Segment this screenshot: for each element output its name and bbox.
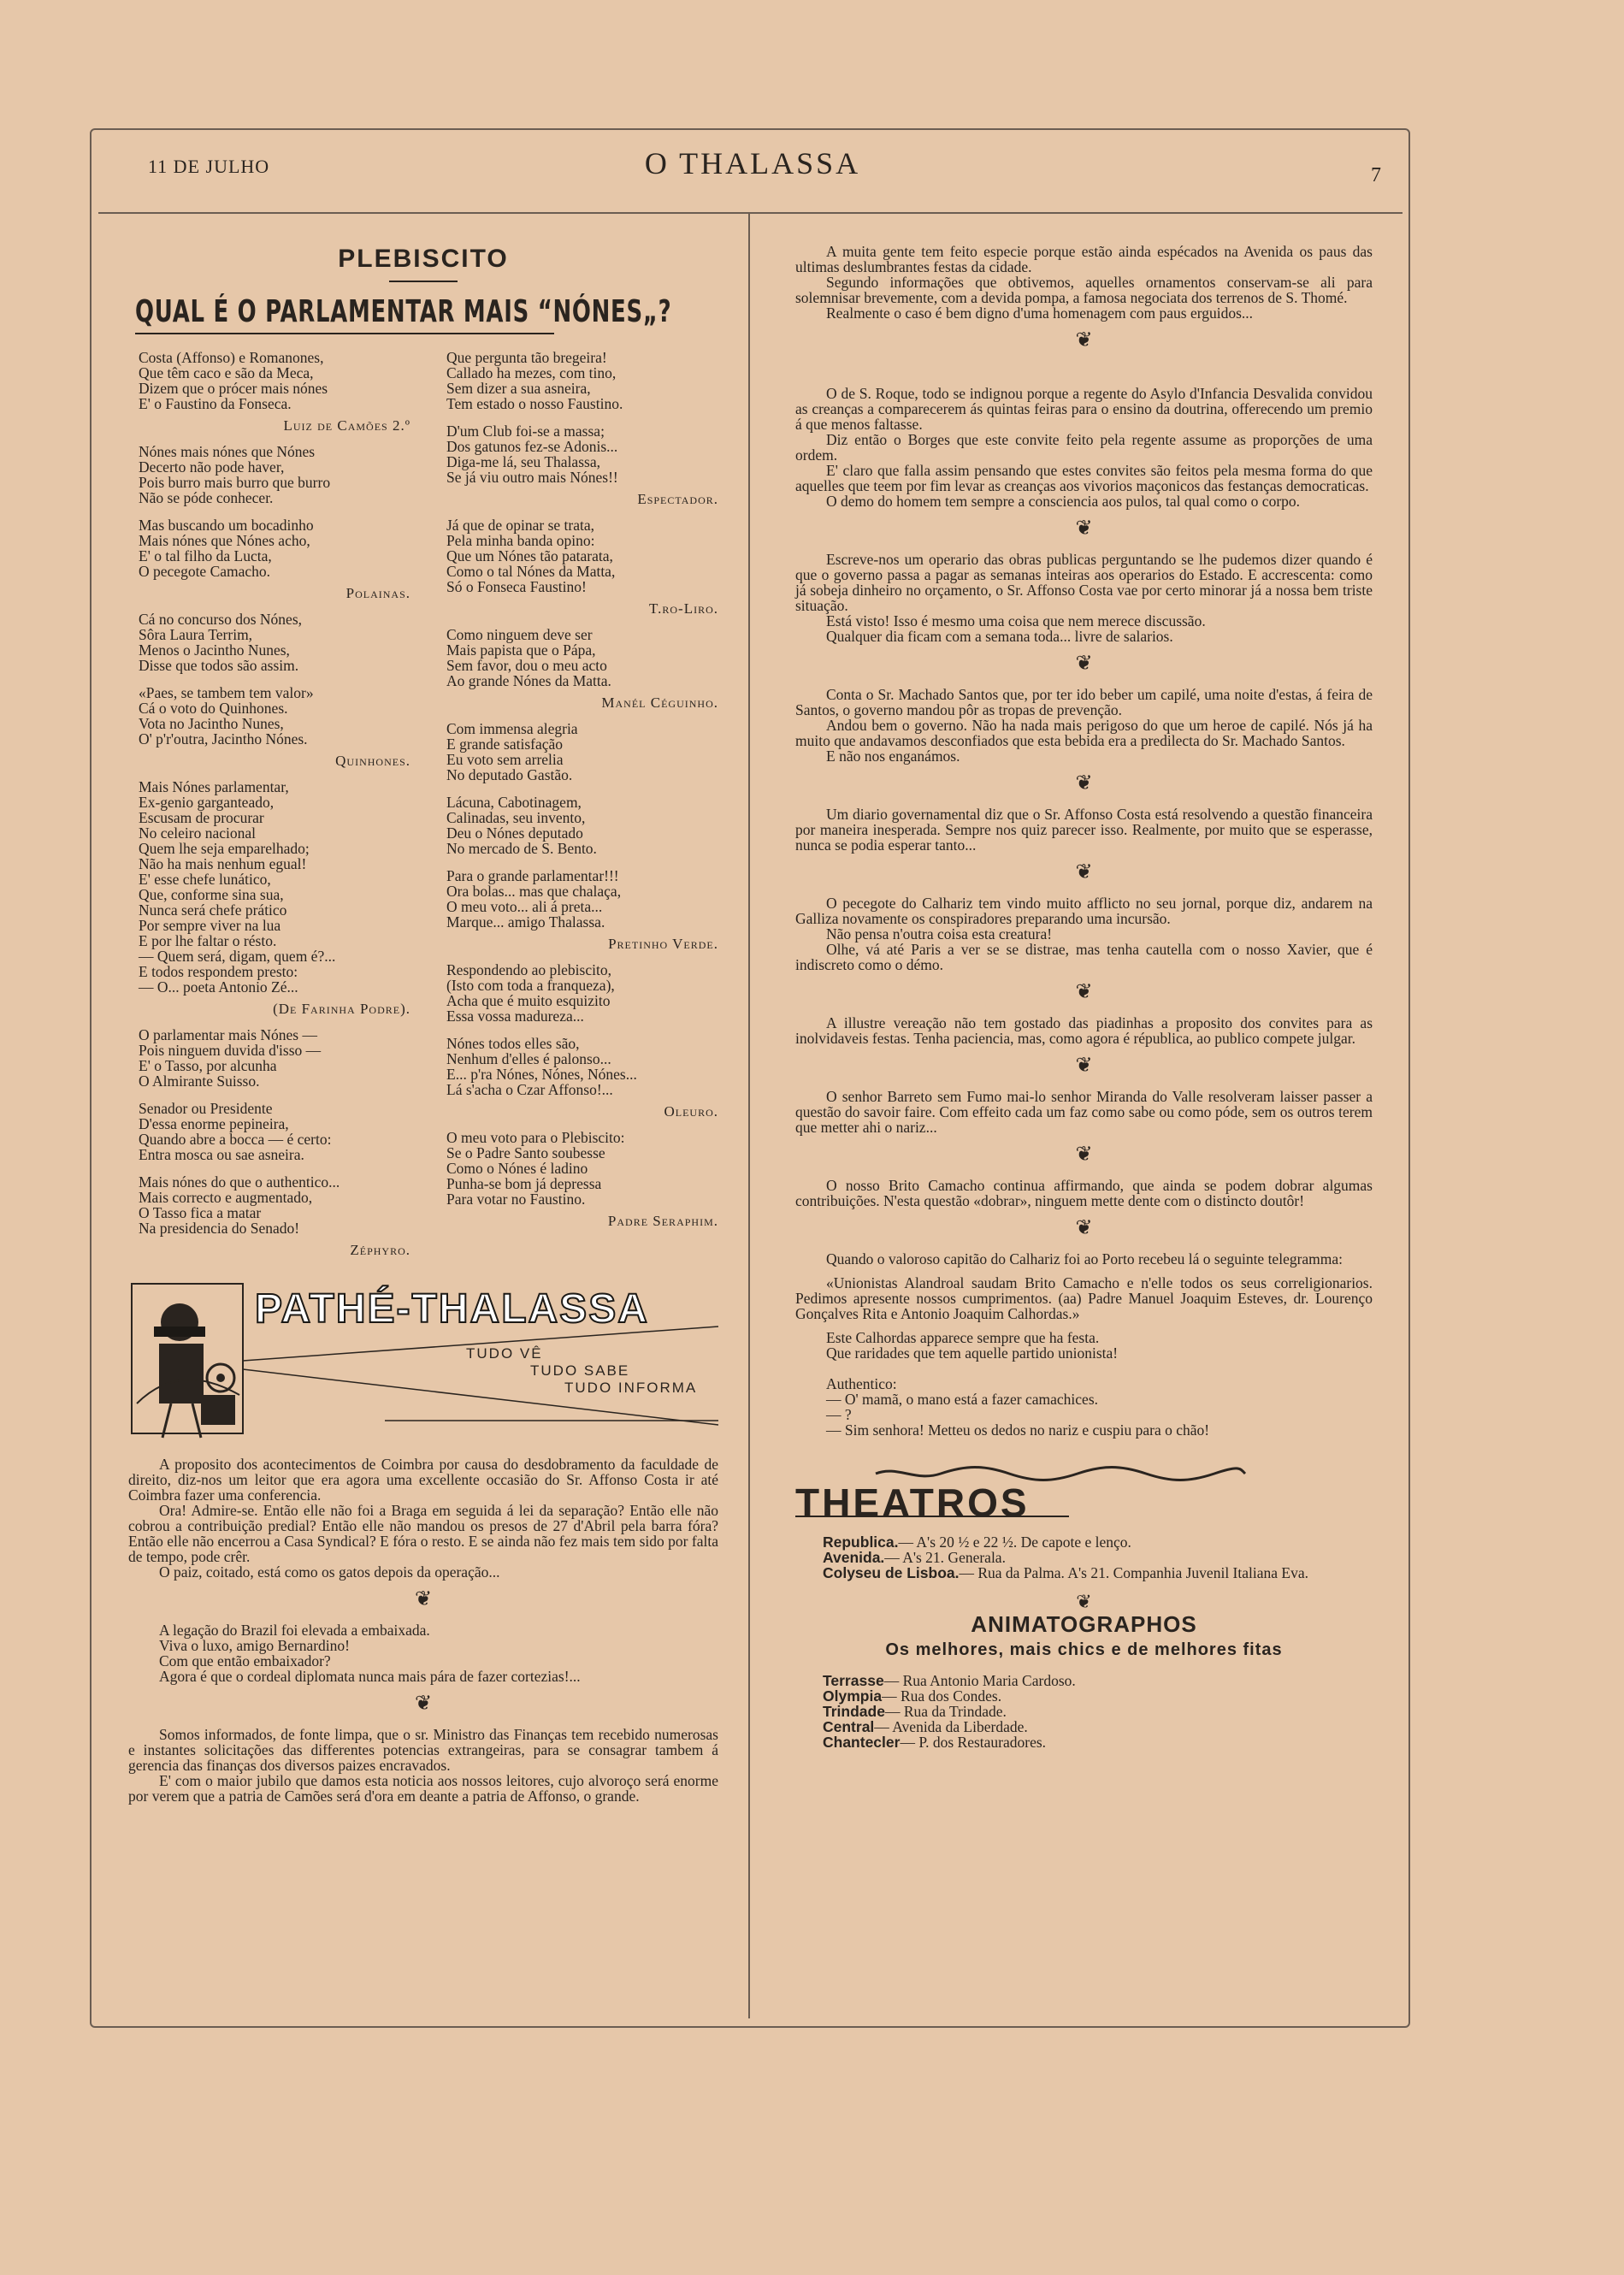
theatros-title: THEATROS — [795, 1480, 1030, 1525]
poem-signature: Padre Seraphim. — [607, 1213, 718, 1229]
poem-stanza: Senador ou Presidente D'essa enorme pepineira, Quando abre a bocca — é certo: Entra mosca ou sae asneira. — [139, 1100, 332, 1163]
listing-detail: — Rua da Palma. A's 21. Companhia Juvenil Italiana Eva. — [959, 1564, 1308, 1581]
poems-block — [128, 350, 718, 1268]
paragraph: — ? — [826, 1406, 852, 1423]
ornament-icon: ❦ — [1075, 981, 1093, 1003]
listing-detail: — Avenida da Liberdade. — [874, 1718, 1028, 1735]
paragraph: O demo do homem tem sempre a consciencia aos pulos, tal qual como o corpo. — [826, 493, 1301, 510]
plebiscito-title: PLEBISCITO — [338, 245, 509, 273]
poem-signature: Espectador. — [637, 491, 718, 507]
paragraph: — Sim senhora! Metteu os dedos no nariz e cuspiu para o chão! — [826, 1421, 1210, 1439]
left-column — [128, 239, 718, 1816]
listing-detail: — A's 20 ½ e 22 ½. De capote e lenço. — [898, 1533, 1131, 1551]
poem-stanza: Respondendo ao plebiscito, (Isto com toda a franqueza), Acha que é muito esquizito Essa vossa madureza... — [446, 961, 615, 1025]
listing-name: Avenida. — [823, 1549, 885, 1566]
ornament-icon: ❦ — [1075, 1217, 1093, 1239]
paragraph: Segundo informações que obtivemos, aquelles ornamentos conservam-se ali para solemnisar brevemente, com a devida pompa, a famosa negociata dos terrenos de S. Thomé. — [795, 274, 1373, 306]
listing-item — [823, 1673, 1373, 1688]
poem-stanza: Nónes mais nónes que Nónes Decerto não pode haver, Pois burro mais burro que burro Não se póde conhecer. — [139, 443, 331, 506]
listing-item — [823, 1565, 1373, 1581]
page-number: 7 — [1371, 164, 1381, 186]
listing-name: Central — [823, 1718, 875, 1735]
poem-stanza: Mas buscando um bocadinho Mais nónes que Nónes acho, E' o tal filho da Lucta, O pecegote Camacho. — [139, 517, 314, 580]
left-prose — [128, 1457, 718, 1804]
paragraph: A legação do Brazil foi elevada a embaixada. — [159, 1622, 430, 1639]
banner-line-1: TUDO VÊ — [466, 1345, 543, 1362]
poems-left-column — [128, 350, 410, 1268]
poem-stanza: O parlamentar mais Nónes — Pois ninguem duvida d'isso — E' o Tasso, por alcunha O Almirante Suisso. — [139, 1026, 322, 1090]
paragraph: A illustre vereação não tem gostado das piadinhas a proposito dos convites para as inolvidaveis festas. Tenha paciencia, mas, como agora é républica, ao publico compete julgar. — [795, 1014, 1373, 1047]
ornament-icon: ❦ — [414, 1693, 433, 1715]
ornament-icon: ❦ — [1075, 1055, 1093, 1077]
poem-stanza: «Paes, se tambem tem valor» Cá o voto do Quinhones. Vota no Jacintho Nunes, O' p'r'outra, Jacintho Nónes. — [139, 684, 314, 748]
poem-signature: Zéphyro. — [350, 1242, 410, 1258]
paragraph: Está visto! Isso é mesmo uma coisa que nem merece discussão. — [826, 612, 1206, 629]
ornament-icon: ❦ — [1075, 517, 1093, 540]
paragraph: Authentico: — [826, 1375, 897, 1392]
poems-right-column — [436, 350, 718, 1268]
poem-stanza: Costa (Affonso) e Romanones, Que têm caco e são da Meca, Dizem que o prócer mais nónes E' o Faustino da Fonseca. — [139, 349, 328, 412]
newspaper-title: O THALASSA — [644, 146, 861, 180]
paragraph: Este Calhordas apparece sempre que ha festa. — [826, 1329, 1100, 1346]
paragraph: O pecegote do Calhariz tem vindo muito afflicto no seu jornal, porque diz, andarem na Galliza novamente os conspiradores preparando uma incursão. — [795, 895, 1373, 927]
animatographos-subtitle: Os melhores, mais chics e de melhores fitas — [885, 1640, 1283, 1659]
poem-signature: (De Farinha Podre). — [273, 1001, 410, 1017]
ornament-icon: ❦ — [1075, 1143, 1093, 1166]
listing-name: Republica. — [823, 1533, 899, 1551]
listing-detail: — A's 21. Generala. — [884, 1549, 1006, 1566]
poem-stanza: Que pergunta tão bregeira! Callado ha mezes, com tino, Sem dizer a sua asneira, Tem estado o nosso Faustino. — [446, 349, 623, 412]
header-rule — [98, 212, 1403, 214]
paragraph: Quando o valoroso capitão do Calhariz foi ao Porto recebeu lá o seguinte telegramma: — [826, 1250, 1343, 1268]
poem-stanza: Como ninguem deve ser Mais papista que o Pápa, Sem favor, dou o meu acto Ao grande Nónes da Matta. — [446, 626, 611, 689]
column-divider — [748, 214, 750, 2018]
listing-detail: — Rua da Trindade. — [884, 1703, 1007, 1720]
poem-stanza: D'um Club foi-se a massa; Dos gatunos fez-se Adonis... Diga-me lá, seu Thalassa, Se já viu outro mais Nónes!! — [446, 422, 618, 486]
ornament-icon: ❦ — [1075, 653, 1093, 675]
theatros-list — [795, 1534, 1373, 1581]
ornament-icon: ❦ — [1076, 1591, 1092, 1612]
paragraph: Ora! Admire-se. Então elle não foi a Braga em seguida á lei da separação? Então elle não cobrou a contribuição predial? Então elle não mandou os presos de 27 d'Abril pela barra fóra? Então elle não encerrou a Casa Syndical? E fóra o resto. E se ainda não fez mais tem sido por falta de tempo, pode crêr. — [128, 1502, 718, 1565]
poem-signature: T.ro-Liro. — [648, 600, 718, 617]
poem-stanza: Mais nónes do que o authentico... Mais correcto e augmentado, O Tasso fica a matar Na presidencia do Senado! — [139, 1173, 340, 1237]
poem-stanza: Para o grande parlamentar!!! Ora bolas... mas que chalaça, O meu voto... ali á preta... Marque... amigo Thalassa. — [446, 867, 622, 931]
paragraph: Com que então embaixador? — [159, 1652, 331, 1669]
poem-signature: Polainas. — [345, 585, 410, 601]
paragraph: E não nos enganámos. — [826, 748, 960, 765]
page-header — [98, 128, 1407, 214]
paragraph: Olhe, vá até Paris a ver se se distrae, mas tenha cautella com o nosso Xavier, que é indiscreto como o démo. — [795, 941, 1373, 973]
title-rule — [389, 281, 458, 282]
ornament-icon: ❦ — [1075, 329, 1093, 352]
banner-title: PATHÉ-THALASSA — [255, 1286, 649, 1332]
paragraph: Agora é que o cordeal diplomata nunca mais pára de fazer cortezias!... — [159, 1668, 581, 1685]
paragraph: E' claro que falla assim pensando que estes convites são feitos pela mesma forma do que aquelles que teem por fim levar as creanças aos vivorios maçonicos das festanças democraticas. — [795, 462, 1373, 494]
banner-line-3: TUDO INFORMA — [564, 1380, 698, 1396]
paragraph: Escreve-nos um operario das obras publicas perguntando se lhe pudemos dizer quando é que o governo passa a pagar as semanas inteiras aos operarios do Estado. E accrescenta: como já sobeja dinheiro no orçamento, o Sr. Affonso Costa vae por certo minorar já a nossa bem triste situação. — [795, 551, 1373, 614]
paragraph: — O' mamã, o mano está a fazer camachices. — [826, 1391, 1098, 1408]
listing-detail: — P. dos Restauradores. — [900, 1734, 1047, 1751]
paragraph: A muita gente tem feito especie porque estão ainda espécados na Avenida os paus das ultimas deslumbrantes festas da cidade. — [795, 243, 1373, 275]
paragraph: E' com o maior jubilo que damos esta noticia aos nossos leitores, cujo alvoroço será enorme por verem que a patria de Camões será d'ora em deante a patria de Affonso, o grande. — [128, 1772, 718, 1805]
ornament-icon: ❦ — [1075, 772, 1093, 795]
poem-signature: Oleuro. — [664, 1103, 718, 1120]
paragraph: Conta o Sr. Machado Santos que, por ter ido beber um capilé, uma noite d'estas, á feira de Santos, o governo mandou pôr as tropas de prevenção. — [795, 686, 1373, 718]
listing-item — [823, 1688, 1373, 1704]
ornament-icon: ❦ — [414, 1588, 433, 1610]
paragraph: O paiz, coitado, está como os gatos depois da operação... — [159, 1563, 500, 1581]
poem-signature: Luiz de Camões 2.º — [283, 417, 410, 434]
paragraph: Realmente o caso é bem digno d'uma homenagem com paus erguidos... — [826, 304, 1254, 322]
listing-name: Trindade — [823, 1703, 885, 1720]
listing-item — [823, 1704, 1373, 1719]
poem-signature: Pretinho Verde. — [608, 936, 718, 952]
subtitle-rule — [135, 333, 554, 334]
paragraph: Viva o luxo, amigo Bernardino! — [159, 1637, 350, 1654]
animatographos-title: ANIMATOGRAPHOS — [971, 1611, 1197, 1637]
paragraph: O de S. Roque, todo se indignou porque a regente do Asylo d'Infancia Desvalida convidou as creanças a comparecerem ás quintas feiras para o ensino da doutrina, offerecendo um premio á que menos faltasse. — [795, 385, 1373, 433]
animatographos-list — [795, 1673, 1373, 1750]
listing-item — [823, 1550, 1373, 1565]
right-column — [795, 244, 1373, 1750]
listing-name: Colyseu de Lisboa. — [823, 1564, 960, 1581]
poem-stanza: Cá no concurso dos Nónes, Sôra Laura Terrim, Menos o Jacintho Nunes, Disse que todos são assim. — [139, 611, 303, 674]
paragraph: Que raridades que tem aquelle partido unionista! — [826, 1344, 1119, 1362]
paragraph: O nosso Brito Camacho continua affirmando, que ainda se podem dobrar algumas contribuições. N'esta questão «dobrar», ninguem mette dente com o distincto doutôr! — [795, 1177, 1373, 1209]
poem-stanza: Com immensa alegria E grande satisfação Eu voto sem arrelia No deputado Gastão. — [446, 720, 578, 783]
banner-line-2: TUDO SABE — [530, 1362, 630, 1379]
paragraph: Somos informados, de fonte limpa, que o sr. Ministro das Finanças tem recebido numerosas e instantes solicitações das differentes potencias extrangeiras, para se consagrar tambem á gerencia das finanças dos diversos paizes encravados. — [128, 1726, 718, 1774]
listing-detail: — Rua dos Condes. — [882, 1687, 1002, 1705]
poem-stanza: Lácuna, Cabotinagem, Calinadas, seu invento, Deu o Nónes deputado No mercado de S. Bento. — [446, 794, 597, 857]
paragraph: Diz então o Borges que este convite feito pela regente assume as proporções de uma ordem. — [795, 431, 1373, 464]
listing-item — [823, 1734, 1373, 1750]
ornament-icon: ❦ — [1075, 861, 1093, 883]
paragraph: Qualquer dia ficam com a semana toda... livre de salarios. — [826, 628, 1173, 645]
paragraph: Um diario governamental diz que o Sr. Affonso Costa está resolvendo a questão financeira por maneira inesperada. Sempre nos quiz parecer isso. Realmente, por muito que se esperasse, nunca se podia esperar tanto... — [795, 806, 1373, 854]
listing-item — [823, 1534, 1373, 1550]
paragraph: Andou bem o governo. Não ha nada mais perigoso do que um heroe de capilé. Nós já ha muito que andavamos desconfiados que esta bebida era a predilecta do Sr. Machado Santos. — [795, 717, 1373, 749]
listing-name: Chantecler — [823, 1734, 901, 1751]
poem-signature: Quinhones. — [335, 753, 410, 769]
listing-name: Terrasse — [823, 1672, 884, 1689]
listing-detail: — Rua Antonio Maria Cardoso. — [883, 1672, 1076, 1689]
poem-stanza: Já que de opinar se trata, Pela minha banda opino: Que um Nónes tão patarata, Como o tal Nónes da Matta, Só o Fonseca Faustino! — [446, 517, 616, 595]
poem-stanza: Mais Nónes parlamentar, Ex-genio garganteado, Escusam de procurar No celeiro nacional Quem lhe seja emparelhado; Não ha mais nenhum egual! E' esse chefe lunático, Que, conforme sina sua, Nunca será chefe prático Por sempre viver na lua E por lhe faltar o résto. — Quem será, digam, quem é?... E todos respondem presto: — O... poeta Antonio Zé... — [139, 778, 336, 996]
listing-name: Olympia — [823, 1687, 883, 1705]
poem-stanza: Nónes todos elles são, Nenhum d'elles é palonso... E... p'ra Nónes, Nónes, Nónes... Lá s'acha o Czar Affonso!... — [446, 1035, 637, 1098]
paragraph: Não pensa n'outra coisa esta creatura! — [826, 925, 1053, 942]
poem-stanza: O meu voto para o Plebiscito: Se o Padre Santo soubesse Como o Nónes é ladino Punha-se bom já depressa Para votar no Faustino. — [446, 1129, 625, 1208]
pathe-thalassa-banner — [128, 1275, 718, 1446]
issue-date: 11 DE JULHO — [148, 156, 270, 177]
paragraph: «Unionistas Alandroal saudam Brito Camacho e n'elle todos os seus correligionarios. Pedimos apresente nossos cumprimentos. (aa) Padre Manuel Joaquim Esteves, dr. Lourenço Gonçalves Rita e Antonio Joaquim Calhordas.» — [795, 1274, 1373, 1322]
poem-signature: Manél Céguinho. — [601, 694, 718, 711]
paragraph: O senhor Barreto sem Fumo mai-lo senhor Miranda do Valle resolveram laisser passer a questão do savoir faire. Com effeito cada um faz como sabe ou como póde, sem os outros terem que metter ahi o nariz... — [795, 1088, 1373, 1136]
plebiscito-subtitle: QUAL É O PARLAMENTAR MAIS “NÓNES„? — [135, 294, 672, 329]
listing-item — [823, 1719, 1373, 1734]
paragraph: A proposito dos acontecimentos de Coimbra por causa do desdobramento da faculdade de direito, diz-nos um leitor que era agora uma excellente occasião do Sr. Affonso Costa ir até Coimbra fazer uma conferencia. — [128, 1456, 718, 1504]
